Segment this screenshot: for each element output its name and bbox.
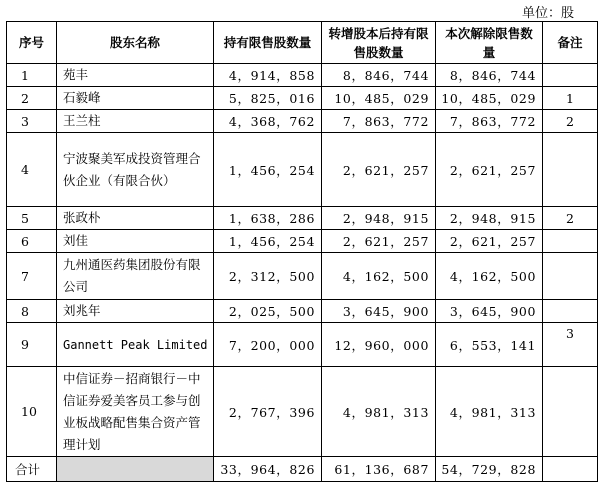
cell-after: 8，846，744: [322, 64, 436, 87]
cell-note: [543, 64, 598, 87]
cell-total-name-empty: [57, 457, 214, 482]
table-row: [7, 367, 598, 457]
cell-seq: 8: [7, 300, 57, 323]
cell-note: 2: [543, 207, 598, 230]
cell-held: 2，025，500: [214, 300, 322, 323]
cell-note: 2: [543, 110, 598, 133]
cell-name: 中信证券－招商银行－中信证券爱美客员工参与创业板战略配售集合资产管理计划: [57, 367, 214, 457]
cell-release: 3，645，900: [436, 300, 543, 323]
cell-total-release: 54，729，828: [436, 457, 543, 482]
cell-total-after: 61，136，687: [322, 457, 436, 482]
cell-release: 4，162，500: [436, 253, 543, 300]
cell-name: 苑丰: [57, 64, 214, 87]
cell-after: 2，948，915: [322, 207, 436, 230]
cell-total-note: [543, 457, 598, 482]
cell-seq: 9: [7, 323, 57, 367]
table-row: [7, 230, 598, 253]
cell-after: 2，621，257: [322, 133, 436, 207]
header-shares-after-conversion: 转增股本后持有限售股数量: [322, 22, 436, 64]
cell-name: 刘佳: [57, 230, 214, 253]
cell-seq: 4: [7, 133, 57, 207]
cell-held: 1，638，286: [214, 207, 322, 230]
header-released-shares: 本次解除限售数量: [436, 22, 543, 64]
cell-note: [543, 133, 598, 207]
table-total-row: [7, 457, 598, 482]
cell-release: 2，948，915: [436, 207, 543, 230]
cell-held: 5，825，016: [214, 87, 322, 110]
cell-held: 4，368，762: [214, 110, 322, 133]
cell-name: Gannett Peak Limited: [57, 323, 214, 367]
cell-release: 10，485，029: [436, 87, 543, 110]
cell-release: 2，621，257: [436, 133, 543, 207]
table-row: [7, 300, 598, 323]
header-shareholder-name: 股东名称: [57, 22, 214, 64]
table-row: [7, 207, 598, 230]
cell-release: 7，863，772: [436, 110, 543, 133]
cell-note: [543, 367, 598, 457]
cell-release: 2，621，257: [436, 230, 543, 253]
cell-release: 4，981，313: [436, 367, 543, 457]
restricted-shares-table: [6, 21, 598, 482]
cell-name: 刘兆年: [57, 300, 214, 323]
cell-name: 宁波聚美军成投资管理合伙企业（有限合伙）: [57, 133, 214, 207]
cell-after: 12，960，000: [322, 323, 436, 367]
cell-seq: 2: [7, 87, 57, 110]
table-row: [7, 253, 598, 300]
cell-total-label: 合计: [7, 457, 57, 482]
unit-label: 单位：股: [521, 6, 574, 21]
cell-held: 1，456，254: [214, 133, 322, 207]
cell-seq: 10: [7, 367, 57, 457]
cell-note: 3: [543, 323, 598, 367]
table-row: [7, 110, 598, 133]
cell-note: [543, 300, 598, 323]
cell-held: 2，312，500: [214, 253, 322, 300]
cell-held: 1，456，254: [214, 230, 322, 253]
cell-note: 1: [543, 87, 598, 110]
header-note: 备注: [543, 22, 598, 64]
cell-seq: 7: [7, 253, 57, 300]
cell-name: 九州通医药集团股份有限公司: [57, 253, 214, 300]
cell-after: 2，621，257: [322, 230, 436, 253]
cell-after: 4，981，313: [322, 367, 436, 457]
cell-name: 石毅峰: [57, 87, 214, 110]
header-restricted-shares: 持有限售股数量: [214, 22, 322, 64]
table-row: [7, 87, 598, 110]
cell-after: 10，485，029: [322, 87, 436, 110]
cell-after: 3，645，900: [322, 300, 436, 323]
cell-held: 4，914，858: [214, 64, 322, 87]
cell-held: 2，767，396: [214, 367, 322, 457]
table-row: [7, 133, 598, 207]
cell-name: 王兰柱: [57, 110, 214, 133]
header-seq: 序号: [7, 22, 57, 64]
cell-note: [543, 253, 598, 300]
table-row: [7, 64, 598, 87]
table-header-row: [7, 22, 598, 64]
cell-total-held: 33，964，826: [214, 457, 322, 482]
cell-after: 7，863，772: [322, 110, 436, 133]
cell-held: 7，200，000: [214, 323, 322, 367]
cell-release: 8，846，744: [436, 64, 543, 87]
cell-seq: 6: [7, 230, 57, 253]
cell-seq: 3: [7, 110, 57, 133]
cell-seq: 5: [7, 207, 57, 230]
table-row: [7, 323, 598, 367]
cell-after: 4，162，500: [322, 253, 436, 300]
cell-release: 6，553，141: [436, 323, 543, 367]
cell-seq: 1: [7, 64, 57, 87]
cell-name: 张政朴: [57, 207, 214, 230]
cell-note: [543, 230, 598, 253]
